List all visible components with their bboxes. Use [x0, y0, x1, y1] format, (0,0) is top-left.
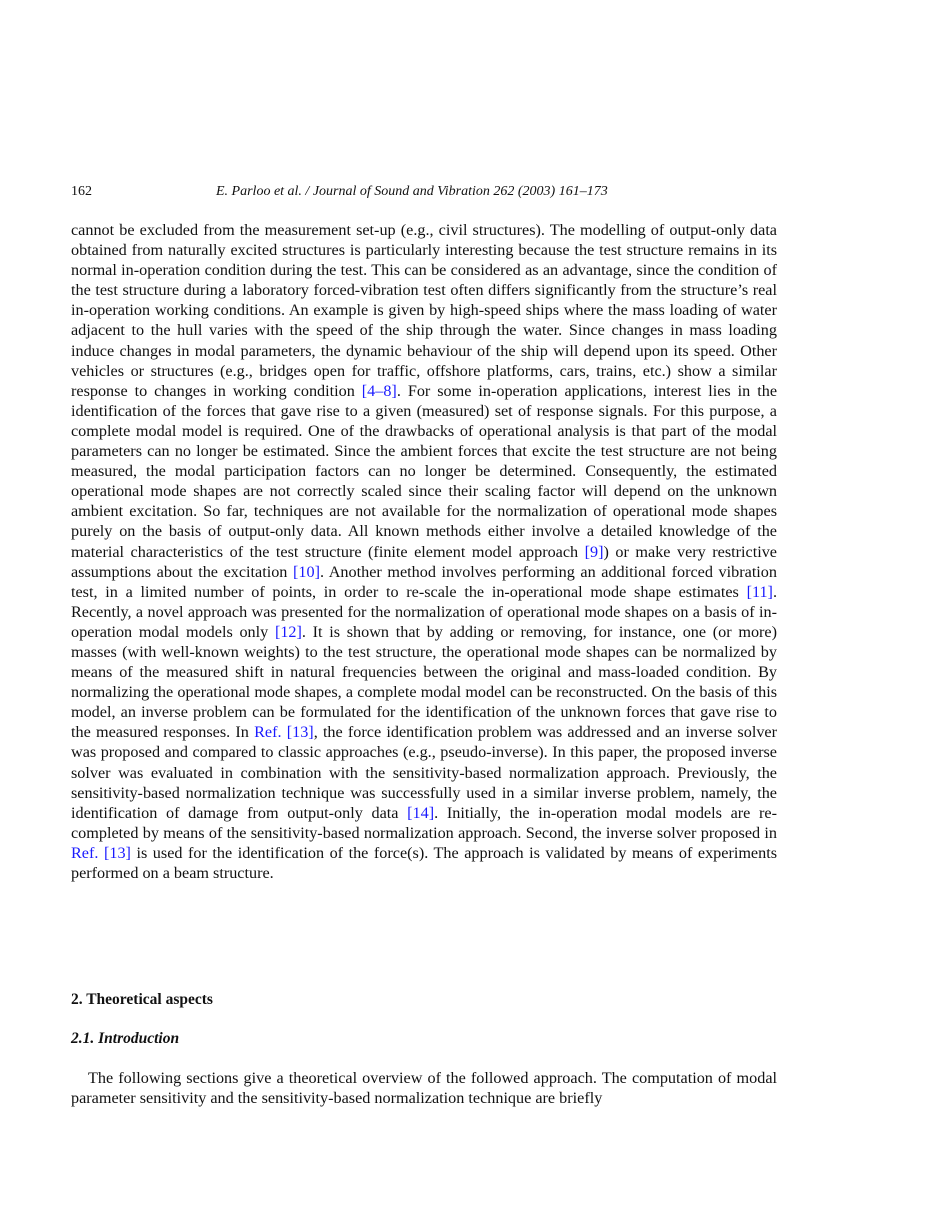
- citation-link[interactable]: [9]: [584, 542, 604, 561]
- text-run: , the force identification problem was addressed and an inverse solver was proposed and compared to classic approaches (e.g., pseudo-inverse). In this paper, the proposed inverse solver was evaluated in combination with the sensitivity-based normalization approach. Previously, the sensitivity-based normalization technique was successfully used in a similar inverse problem, namely, the identification of damage from output-only data: [71, 723, 777, 822]
- journal-running-head: E. Parloo et al. / Journal of Sound and Vibration 262 (2003) 161–173: [216, 184, 608, 199]
- citation-link[interactable]: [14]: [407, 803, 435, 822]
- text-run: is used for the identification of the force(s). The approach is validated by means of experiments performed on a beam structure.: [71, 843, 778, 882]
- page-number: 162: [71, 184, 92, 199]
- text-run: . It is shown that by adding or removing, for instance, one (or more) masses (with well-known weights) to the test structure, the operational mode shapes can be normalized by means of the measured shift in natural frequencies between the original and mass-loaded condition. By normalizing the operational mode shapes, a complete modal model can be reconstructed. On the basis of this model, an inverse problem can be formulated for the identification of the unknown forces that gave rise to the measured responses. In: [71, 622, 777, 742]
- text-run: . Recently, a novel approach was presented for the normalization of operational mode shapes on a basis of in-operation modal models only: [71, 582, 777, 641]
- citation-link[interactable]: [11]: [746, 582, 773, 601]
- citation-link[interactable]: [12]: [274, 622, 302, 641]
- text-run: ) or make very restrictive assumptions about the excitation: [71, 542, 777, 581]
- intro-paragraph: The following sections give a theoretical overview of the followed approach. The computation of modal parameter sensitivity and the sensitivity-based normalization technique are briefly: [71, 1069, 777, 1108]
- subsection-heading: 2.1. Introduction: [71, 1030, 180, 1047]
- citation-link[interactable]: [4–8]: [361, 381, 397, 400]
- section-heading: 2. Theoretical aspects: [71, 991, 213, 1008]
- text-run: . Initially, the in-operation modal models are re-completed by means of the sensitivity-based normalization approach. Second, the inverse solver proposed in: [71, 803, 777, 842]
- text-run: . For some in-operation applications, interest lies in the identification of the forces that gave rise to a given (measured) set of response signals. For this purpose, a complete modal model is required. One of the drawbacks of operational analysis is that part of the modal parameters can no longer be estimated. Since the ambient forces that excite the test structure are not being measured, the modal participation factors can no longer be determined. Consequently, the estimated operational mode shapes are not correctly scaled since their scaling factor will depend on the unknown ambient excitation. So far, techniques are not available for the normalization of operational mode shapes purely on the basis of output-only data. All known methods either involve a detailed knowledge of the material characteristics of the test structure (finite element model approach: [71, 381, 777, 561]
- citation-link[interactable]: Ref. [13]: [71, 843, 131, 862]
- running-header: [71, 182, 777, 202]
- citation-link[interactable]: Ref. [13]: [254, 723, 314, 742]
- body-paragraph: [71, 220, 777, 883]
- text-run: cannot be excluded from the measurement set-up (e.g., civil structures). The modelling of output-only data obtained from naturally excited structures is particularly interesting because the test structure remains in its normal in-operation condition during the test. This can be considered as an advantage, since the condition of the test structure during a laboratory forced-vibration test often differs significantly from the structure’s real in-operation working conditions. An example is given by high-speed ships where the mass loading of water adjacent to the hull varies with the speed of the ship through the water. Since changes in mass loading induce changes in modal parameters, the dynamic behaviour of the ship will depend upon its speed. Other vehicles or structures (e.g., bridges open for traffic, offshore platforms, cars, trains, etc.) show a similar response to changes in working condition: [71, 221, 777, 400]
- citation-link[interactable]: [10]: [293, 562, 320, 581]
- text-run: . Another method involves performing an additional forced vibration test, in a limited number of points, in order to re-scale the in-operational mode shape estimates: [71, 562, 777, 601]
